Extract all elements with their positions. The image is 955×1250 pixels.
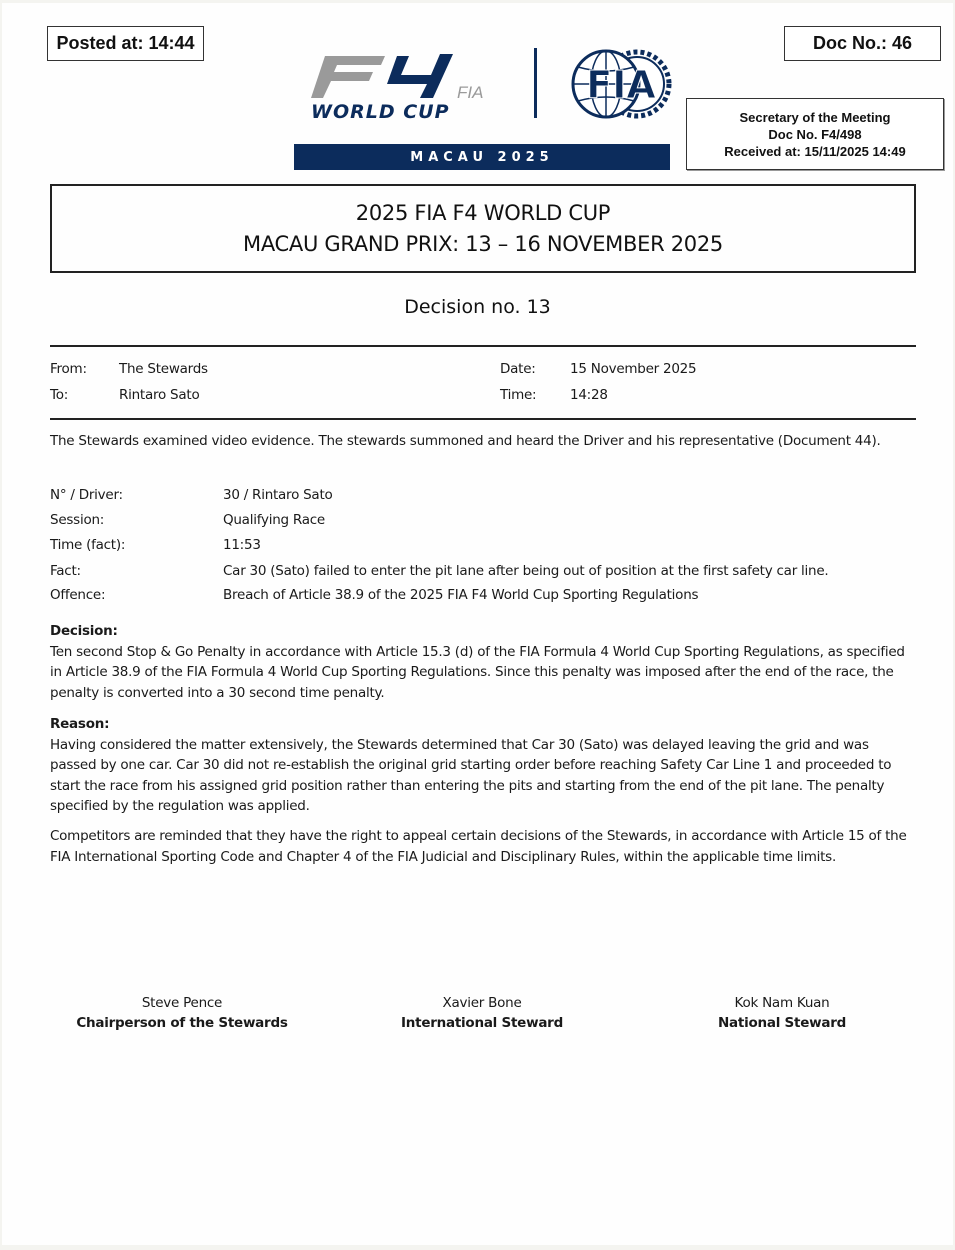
detail-label-driver: N° / Driver: (50, 487, 123, 503)
divider-top (50, 345, 916, 347)
document-page (2, 3, 953, 1245)
signatory-national-steward (632, 993, 932, 1033)
divider-bottom (50, 418, 916, 420)
posted-at-box (47, 26, 204, 61)
svg-text:FIA: FIA (586, 63, 656, 107)
date-value: 15 November 2025 (570, 361, 697, 377)
signatory-role: International Steward (400, 1015, 563, 1031)
appeal-notice: Competitors are reminded that they have the right to appeal certain decisions of the Stewards, in accordance with Article 15 of the FIA International Sporting Code and Chapter 4 of the FIA Judicial and Disciplinary Rules, within the applicable time limits. (50, 828, 907, 865)
signatory-name: Steve Pence (141, 995, 223, 1011)
secretary-line-3: Received at: 15/11/2025 14:49 (724, 143, 906, 159)
event-title-line-2: MACAU GRAND PRIX: 13 – 16 NOVEMBER 2025 (243, 231, 723, 256)
time-value: 14:28 (570, 387, 608, 403)
svg-text:WORLD CUP: WORLD CUP (311, 101, 450, 123)
detail-value-driver: 30 / Rintaro Sato (223, 487, 333, 503)
detail-value-session: Qualifying Race (223, 512, 325, 528)
detail-value-offence: Breach of Article 38.9 of the 2025 FIA F4 World Cup Sporting Regulations (223, 587, 699, 603)
detail-label-fact: Fact: (50, 563, 81, 579)
detail-label-offence: Offence: (50, 587, 106, 603)
from-label: From: (50, 361, 87, 377)
reason-section (50, 714, 918, 817)
doc-number-box (784, 26, 941, 61)
f4-logo-icon (307, 48, 497, 123)
signatory-name: Xavier Bone (442, 995, 522, 1011)
event-banner-text: MACAU 2025 (410, 149, 554, 165)
to-value: Rintaro Sato (119, 387, 200, 403)
detail-label-session: Session: (50, 512, 105, 528)
signatory-name: Kok Nam Kuan (734, 995, 830, 1011)
detail-value-fact: Car 30 (Sato) failed to enter the pit lane after being out of position at the first safety car line. (223, 563, 829, 579)
posted-at-text: Posted at: 14:44 (56, 33, 195, 53)
reason-heading: Reason: (50, 716, 110, 732)
doc-number-text: Doc No.: 46 (812, 33, 913, 53)
signatory-role: Chairperson of the Stewards (76, 1015, 288, 1031)
reason-text: Having considered the matter extensively, the Stewards determined that Car 30 (Sato) was delayed leaving the grid and was passed by one car. Car 30 did not re-establish the original grid starting order before reaching Safety Car Line 1 and proceeded to start the race from his assigned grid position rather than entering the pits and starting from the end of the pit lane. The penalty specified by the regulation was applied. (50, 736, 892, 814)
intro-paragraph: The Stewards examined video evidence. The stewards summoned and heard the Driver and his representative (Document 44). (50, 433, 881, 449)
logo-divider (534, 48, 537, 118)
event-title-box (50, 184, 916, 273)
fia-emblem-icon (569, 45, 674, 123)
to-label: To: (50, 387, 69, 403)
secretary-line-1: Secretary of the Meeting (739, 109, 891, 125)
fia-logo (569, 45, 674, 123)
f4-world-cup-logo (307, 48, 497, 123)
decision-text: Ten second Stop & Go Penalty in accordance with Article 15.3 (d) of the FIA Formula 4 World Cup Sporting Regulations, as specified in Article 38.9 of the FIA Formula 4 World Cup Sporting Regulations. Since this penalty was imposed after the end of the race, the penalty is converted into a 30 second time penalty. (50, 643, 905, 701)
detail-value-time-fact: 11:53 (223, 537, 261, 553)
from-value: The Stewards (119, 361, 208, 377)
detail-label-time-fact: Time (fact): (50, 537, 126, 553)
signatory-role: National Steward (717, 1015, 847, 1031)
secretary-stamp-box (686, 98, 944, 170)
date-label: Date: (500, 361, 536, 377)
event-banner (294, 144, 670, 170)
signatory-international-steward (332, 993, 632, 1033)
decision-number-heading: Decision no. 13 (404, 296, 551, 318)
svg-text:FIA: FIA (457, 83, 484, 102)
time-label: Time: (500, 387, 537, 403)
secretary-line-2: Doc No. F4/498 (768, 126, 862, 142)
event-title-line-1: 2025 FIA F4 WORLD CUP (355, 200, 611, 225)
signatory-chairperson (32, 993, 332, 1033)
decision-heading: Decision: (50, 623, 118, 639)
decision-section (50, 621, 918, 703)
